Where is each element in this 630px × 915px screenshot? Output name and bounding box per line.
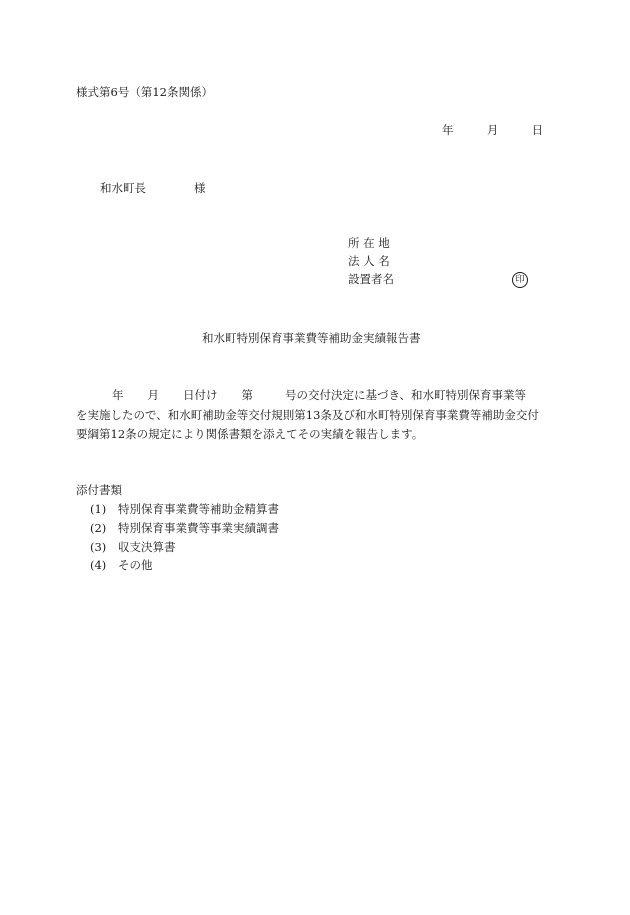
form-number: 様式第6号（第12条関係） (76, 85, 213, 99)
date-line (442, 122, 543, 138)
document-title: 和水町特別保育事業費等補助金実績報告書 (202, 331, 421, 345)
addressee-honorific: 様 (194, 181, 206, 195)
attachment-number: (2) (90, 521, 107, 535)
corporation-label: 法 人 名 (348, 254, 390, 268)
attachments-title: 添付書類 (76, 483, 122, 497)
attachment-item (90, 501, 279, 517)
body-month: 月 (147, 388, 159, 402)
founder-label: 設置者名 (348, 272, 394, 286)
body-number-prefix: 第 (241, 388, 253, 402)
date-year: 年 (442, 123, 454, 137)
addressee-name: 和水町長 (100, 181, 146, 195)
addressee (100, 180, 206, 196)
attachment-item (90, 539, 176, 555)
attachment-label: その他 (118, 558, 153, 572)
attachment-item (90, 557, 153, 573)
date-day: 日 (531, 123, 544, 137)
attachment-number: (4) (90, 558, 107, 572)
body-date: 日付け (183, 388, 218, 402)
body-year: 年 (112, 388, 124, 402)
address-label: 所 在 地 (348, 236, 390, 250)
attachment-label: 特別保育事業費等補助金精算書 (118, 502, 279, 516)
report-body (76, 386, 551, 445)
attachment-number: (1) (90, 502, 107, 516)
body-line-2: を実施したので、和水町補助金等交付規則第13条及び和水町特別保育事業費等補助金交付 (76, 407, 539, 422)
body-line-1-rest: 号の交付決定に基づき、和水町特別保育事業等 (285, 388, 527, 402)
body-line-1 (76, 386, 551, 406)
attachment-number: (3) (90, 540, 107, 554)
seal-mark: 印 (512, 272, 528, 288)
attachment-item (90, 520, 279, 536)
date-month: 月 (486, 123, 499, 137)
body-line-3: 要綱第12条の規定により関係書類を添えてその実績を報告します。 (76, 427, 424, 441)
attachment-label: 特別保育事業費等事業実績調書 (118, 521, 279, 535)
attachment-label: 収支決算書 (118, 540, 176, 554)
